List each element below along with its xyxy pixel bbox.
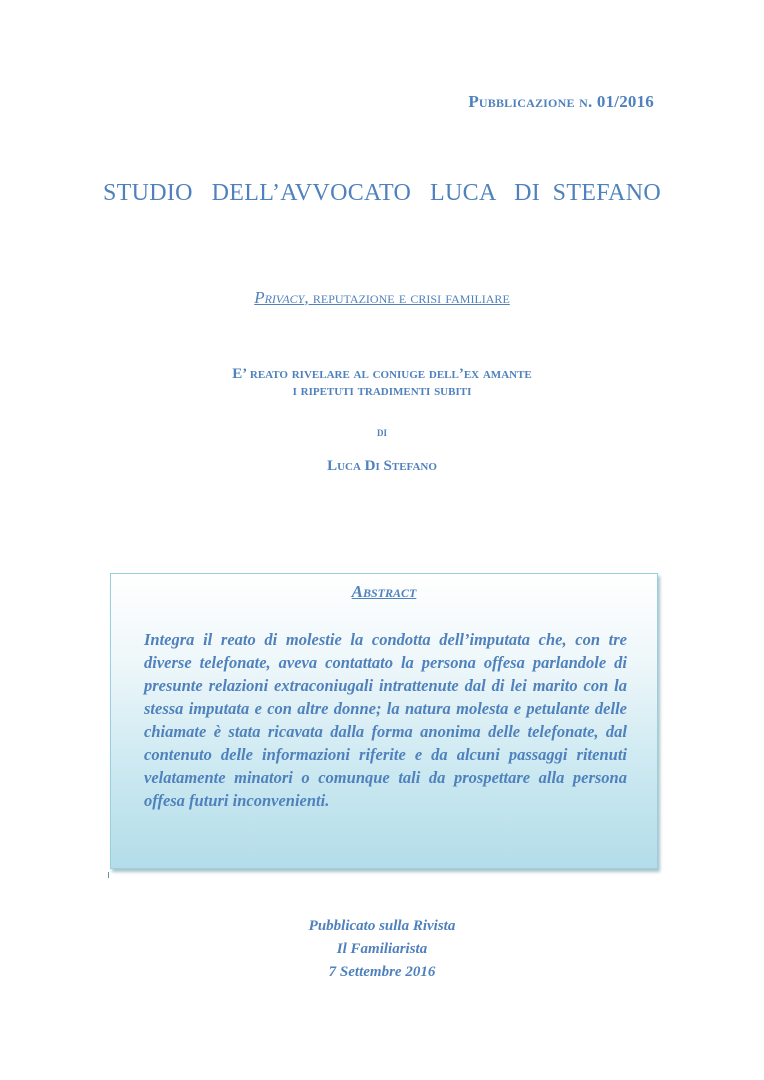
publication-info — [0, 915, 764, 984]
abstract-heading: Abstract — [351, 582, 417, 601]
article-title-line-2: i ripetuti tradimenti subiti — [292, 383, 472, 399]
section-title-rest: , reputazione e crisi familiare — [304, 288, 510, 307]
article-title — [0, 366, 764, 400]
publication-line-1: Pubblicato sulla Rivista — [308, 918, 456, 934]
publication-number: Pubblicazione n. 01/2016 — [468, 92, 654, 111]
studio-title: STUDIO DELL’AVVOCATO LUCA DI STEFANO — [102, 180, 662, 206]
article-title-line-1: E’ reato rivelare al coniuge dell’ex amante — [232, 366, 532, 382]
by-label: di — [376, 424, 387, 439]
page-mark — [108, 872, 109, 878]
abstract-box — [110, 573, 658, 869]
section-title-italic: Privacy — [254, 288, 305, 307]
abstract-text: Integra il reato di molestie la condotta dell’imputata che, con tre diverse telefonate, aveva contattato la persona offesa parlandole di presunte relazioni extraconiugali intrattenute dal di lei marito con la stessa imputata e con altre donne; la natura molesta e petulante delle chiamate è stata ricavata dalla forma anonima delle telefonate, dal contenuto delle informazioni riferite e da alcuni passaggi ritenuti velatamente minatori o comunque tali da prospettare alla persona offesa futuri inconvenienti. — [144, 630, 627, 810]
section-title — [0, 288, 764, 308]
author-name: Luca Di Stefano — [327, 458, 437, 474]
publication-line-3: 7 Settembre 2016 — [328, 964, 436, 980]
publication-line-2: Il Familiarista — [336, 941, 428, 957]
